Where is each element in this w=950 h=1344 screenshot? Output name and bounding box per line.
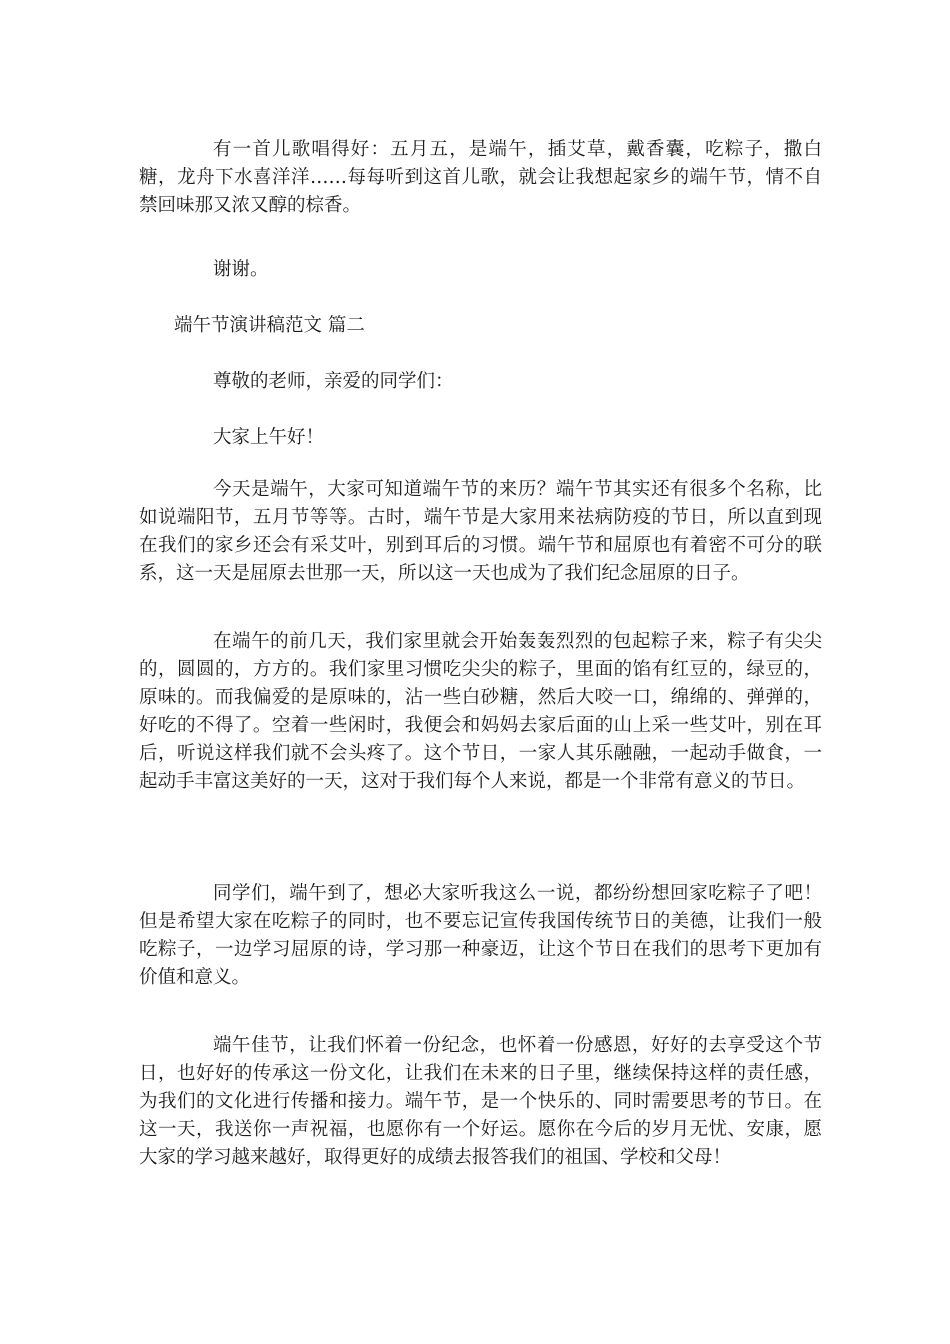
- paragraph-thanks: 谢谢。: [213, 259, 269, 280]
- section-title: 端午节演讲稿范文 篇二: [174, 315, 365, 336]
- paragraph-children-song: 有一首儿歌唱得好：五月五，是端午，插艾草，戴香囊，吃粽子，撒白糖，龙舟下水喜洋洋……每每听到这首儿歌，就会让我想起家乡的端午节，情不自禁回味那又浓又醇的棕香。: [139, 139, 822, 216]
- paragraph-origin: 今天是端午，大家可知道端午节的来历？端午节其实还有很多个名称，比如说端阳节，五月节等等。古时，端午节是大家用来祛病防疫的节日，所以直到现在我们的家乡还会有采艾叶，别到耳后的习惯。端午节和屈原也有着密不可分的联系，这一天是屈原去世那一天，所以这一天也成为了我们纪念屈原的日子。: [139, 479, 822, 584]
- paragraph-closing: 端午佳节，让我们怀着一份纪念，也怀着一份感恩，好好的去享受这个节日，也好好的传承这一份文化，让我们在未来的日子里，继续保持这样的责任感，为我们的文化进行传播和接力。端午节，是一个快乐的、同时需要思考的节日。在这一天，我送你一声祝福，也愿你有一个好运。愿你在今后的岁月无忧、安康，愿大家的学习越来越好，取得更好的成绩去报答我们的祖国、学校和父母！: [139, 1035, 822, 1168]
- paragraph-salutation: 尊敬的老师，亲爱的同学们：: [213, 371, 454, 392]
- paragraph-zongzi: 在端午的前几天，我们家里就会开始轰轰烈烈的包起粽子来，粽子有尖尖的，圆圆的，方方的。我们家里习惯吃尖尖的粽子，里面的馅有红豆的，绿豆的，原味的。而我偏爱的是原味的，沾一些白砂糖，然后大咬一口，绵绵的、弹弹的，好吃的不得了。空着一些闲时，我便会和妈妈去家后面的山上采一些艾叶，别在耳后，听说这样我们就不会头疼了。这个节日，一家人其乐融融，一起动手做食，一起动手丰富这美好的一天，这对于我们每个人来说，都是一个非常有意义的节日。: [139, 631, 822, 792]
- paragraph-greeting: 大家上午好！: [213, 427, 325, 448]
- paragraph-classmates: 同学们，端午到了，想必大家听我这么一说，都纷纷想回家吃粽子了吧！但是希望大家在吃粽子的同时，也不要忘记宣传我国传统节日的美德，让我们一般吃粽子，一边学习屈原的诗，学习那一种豪迈，让这个节日在我们的思考下更加有价值和意义。: [139, 883, 822, 988]
